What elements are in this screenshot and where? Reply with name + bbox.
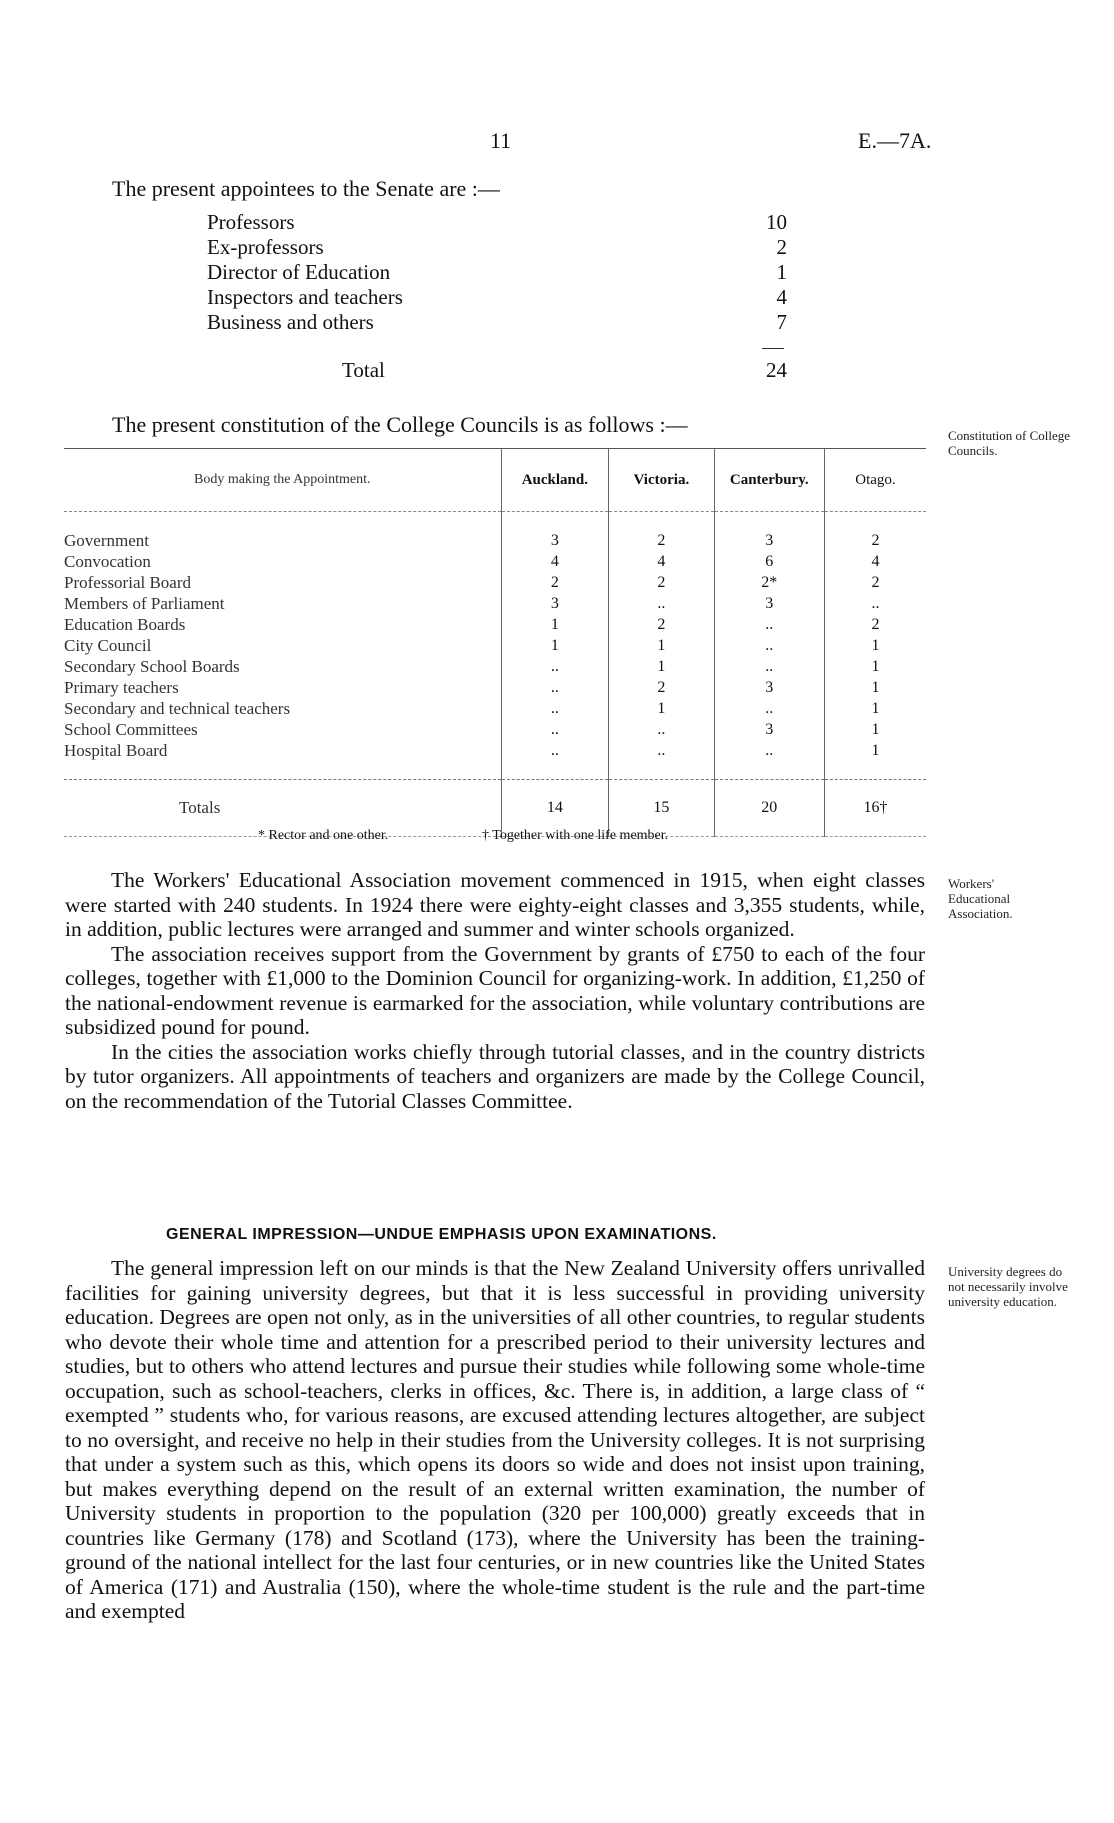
senate-row-value: 4 — [776, 285, 787, 309]
table-row — [64, 572, 926, 593]
cell: 4 — [824, 551, 926, 572]
cell: 16† — [824, 780, 926, 837]
senate-row-label: Business and others — [207, 310, 374, 334]
total-rule — [762, 348, 784, 349]
paragraph: In the cities the association works chiefly through tutorial classes, and in the country districts by tutor organizers. All appointments of teachers and organizers are made by the College Council, on the recommendation of the Tutorial Classes Committee. — [65, 1039, 925, 1113]
column-header: Canterbury. — [714, 449, 824, 512]
senate-row-value: 10 — [766, 210, 787, 234]
senate-total-label: Total — [342, 358, 385, 382]
cell: 4 — [609, 551, 714, 572]
cell: 2 — [501, 572, 609, 593]
cell: .. — [501, 698, 609, 719]
senate-row-label: Director of Education — [207, 260, 391, 284]
cell: 1 — [609, 656, 714, 677]
cell: 2 — [824, 614, 926, 635]
table-row — [64, 740, 926, 761]
senate-intro: The present appointees to the Senate are :— — [112, 176, 500, 201]
section-heading: GENERAL IMPRESSION—UNDUE EMPHASIS UPON EXAMINATIONS. — [166, 1226, 717, 1243]
cell: 3 — [501, 530, 609, 551]
cell: .. — [714, 656, 824, 677]
row-label: Convocation — [64, 551, 151, 571]
cell: 1 — [824, 698, 926, 719]
senate-row-value: 7 — [776, 310, 787, 334]
table-row — [64, 530, 926, 551]
senate-row-value: 2 — [776, 235, 787, 259]
cell: 3 — [714, 677, 824, 698]
senate-row-label: Ex-professors — [207, 235, 324, 259]
cell: .. — [824, 593, 926, 614]
degrees-sidenote: University degrees do not necessarily involve university education. — [948, 1264, 1068, 1309]
row-label: Secondary School Boards — [64, 656, 240, 676]
cell: .. — [501, 677, 609, 698]
senate-row-label: Inspectors and teachers — [207, 285, 403, 309]
cell: 2 — [824, 530, 926, 551]
cell: 1 — [609, 698, 714, 719]
cell: 14 — [501, 780, 609, 837]
senate-row-value: 1 — [776, 260, 787, 284]
cell: 2 — [609, 677, 714, 698]
cell: .. — [609, 740, 714, 761]
cell: 20 — [714, 780, 824, 837]
college-councils-table — [64, 448, 926, 837]
column-header: Otago. — [824, 449, 926, 512]
totals-label: Totals — [64, 780, 501, 837]
cell: .. — [501, 719, 609, 740]
column-header: Body making the Appointment. — [64, 449, 501, 512]
cell: 3 — [714, 593, 824, 614]
table-row — [64, 677, 926, 698]
row-label: City Council — [64, 635, 152, 655]
cell: 1 — [609, 635, 714, 656]
row-label: Secondary and technical teachers — [64, 698, 291, 718]
table-header-row — [64, 449, 926, 512]
cell: 1 — [501, 614, 609, 635]
senate-row-label: Professors — [207, 210, 295, 234]
cell: 1 — [824, 740, 926, 761]
column-header: Victoria. — [609, 449, 714, 512]
table-row — [64, 656, 926, 677]
wea-section — [65, 868, 925, 1113]
table-row — [64, 551, 926, 572]
footnote-rector: * Rector and one other. — [258, 828, 389, 843]
paragraph: The Workers' Educational Association movement commenced in 1915, when eight classes were started with 240 students. In 1924 there were eighty-eight classes and 3,355 students, while, in addition, public lectures were arranged and summer and winter schools organized. — [65, 868, 925, 941]
cell: 2 — [824, 572, 926, 593]
cell: 1 — [824, 677, 926, 698]
senate-total-value: 24 — [766, 358, 787, 382]
cell: .. — [501, 656, 609, 677]
document-reference: E.—7A. — [858, 128, 932, 153]
table-row — [64, 719, 926, 740]
cell: 6 — [714, 551, 824, 572]
senate-row — [207, 210, 787, 235]
cell: 1 — [824, 635, 926, 656]
paragraph: The general impression left on our minds is that the New Zealand University offers unrivalled facilities for gaining university degrees, but that it is less successful in providing university education. Degrees are open not only, as in the universities of all other countries, to regular students who devote their whole time and attention for a prescribed period to their university lectures and studies, but to others who attend lectures and pursue their studies while following some whole-time occupation, such as school-teachers, clerks in offices, &c. There is, in addition, a large class of “ exempted ” students who, for various reasons, are excused attending lectures altogether, are subject to no oversight, and receive no help in their studies from the University colleges. It is not surprising that under a system such as this, which opens its doors so wide and does not insist upon training, but makes everything depend on the result of an external written examination, the number of University students in proportion to the population (320 per 100,000) greatly exceeds that in countries like Germany (178) and Scotland (173), where the University has been the training-ground of the national intellect for the last four centuries, or in new countries like the United States of America (171) and Australia (150), where the whole-time student is the rule and the part-time and exempted — [65, 1256, 925, 1623]
cell: .. — [714, 635, 824, 656]
table-row — [64, 614, 926, 635]
row-label: Education Boards — [64, 614, 186, 634]
cell: .. — [501, 740, 609, 761]
senate-row — [207, 260, 787, 285]
row-label: School Committees — [64, 719, 198, 739]
cell: 1 — [824, 719, 926, 740]
paragraph: The association receives support from the Government by grants of £750 to each of the four colleges, together with £1,000 to the Dominion Council for organizing-work. In addition, £1,250 of the national-endowment revenue is earmarked for the association, while voluntary contributions are subsidized pound for pound. — [65, 941, 925, 1039]
page-number: 11 — [490, 128, 512, 153]
cell: .. — [609, 593, 714, 614]
column-header: Auckland. — [501, 449, 609, 512]
row-label: Members of Parliament — [64, 593, 225, 613]
senate-row — [207, 310, 787, 335]
cell: 1 — [824, 656, 926, 677]
councils-intro: The present constitution of the College Councils is as follows :— — [112, 412, 688, 437]
cell: 4 — [501, 551, 609, 572]
cell: .. — [714, 614, 824, 635]
cell: 3 — [714, 530, 824, 551]
row-label: Hospital Board — [64, 740, 168, 760]
table-row — [64, 698, 926, 719]
senate-row — [207, 235, 787, 260]
councils-sidenote: Constitution of College Councils. — [948, 428, 1071, 458]
cell: .. — [609, 719, 714, 740]
cell: 3 — [714, 719, 824, 740]
footnote-life-member: † Together with one life member. — [482, 828, 669, 843]
cell: 3 — [501, 593, 609, 614]
cell: 2 — [609, 614, 714, 635]
cell: 2 — [609, 572, 714, 593]
cell: 1 — [501, 635, 609, 656]
table-row — [64, 593, 926, 614]
table-row — [64, 635, 926, 656]
cell: .. — [714, 740, 824, 761]
general-section — [65, 1256, 925, 1624]
cell: .. — [714, 698, 824, 719]
senate-row — [207, 285, 787, 310]
cell: 2* — [714, 572, 824, 593]
row-label: Primary teachers — [64, 677, 179, 697]
row-label: Government — [64, 530, 149, 550]
senate-total-row — [342, 358, 787, 383]
cell: 15 — [609, 780, 714, 837]
cell: 2 — [609, 530, 714, 551]
wea-sidenote: Workers' Educational Association. — [948, 876, 1013, 921]
row-label: Professorial Board — [64, 572, 192, 592]
